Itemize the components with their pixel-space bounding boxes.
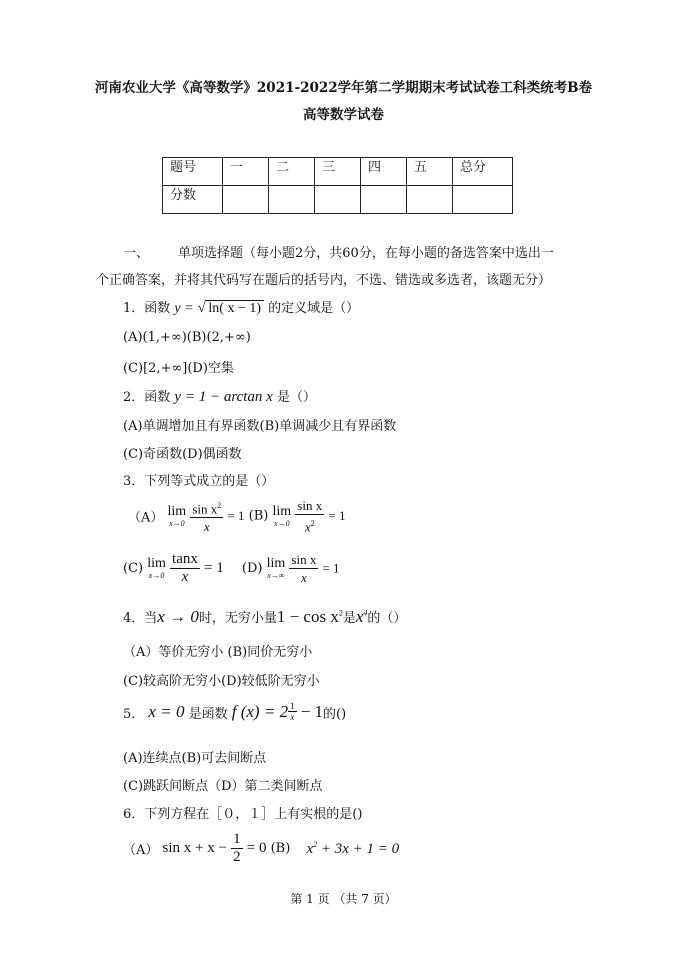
q3-d-eq: = 1	[322, 560, 340, 576]
q3-b-fraction: $\frac{\text{sin x}}{x^2}$	[297, 498, 323, 535]
q6-a-expr: sin x + x −	[162, 840, 227, 856]
q6-a-fraction: $\frac{1}{2}$	[233, 831, 241, 865]
q5-options-ab: (A)连续点(B)可去间断点	[123, 751, 267, 766]
q1-options-ab: (A)(1,+∞)(B)(2,+∞)	[123, 330, 251, 345]
q1-suffix: 的定义域是（）	[268, 301, 360, 316]
q6-label-b: (B)	[270, 841, 291, 856]
q4-x4: $x^4$	[355, 607, 368, 626]
q4-mid: 时，无穷小量	[198, 611, 277, 626]
q3-d-fraction: $\frac{\text{sin x}}{x}$	[291, 552, 317, 585]
question-5	[123, 701, 346, 722]
q5-suffix: 的()	[323, 707, 347, 722]
q2-suffix: 是（）	[276, 390, 316, 405]
q3-label-a: （A）	[128, 510, 164, 526]
q1-prefix: 1．函数	[123, 301, 171, 316]
table-row	[163, 158, 513, 186]
q3-c-lim: lim x→0	[147, 556, 166, 580]
exam-title: 河南农业大学《高等数学》2021-2022学年第二学期期末考试试卷工科类统考B卷	[94, 80, 593, 96]
q5-exponent: $\frac{1}{x}$	[290, 701, 295, 722]
q3-label-b: (B)	[248, 508, 269, 524]
q3-c-eq: = 1	[204, 560, 224, 576]
q4-prefix: 4．当	[123, 611, 158, 626]
question-3: 3．下列等式成立的是（）	[123, 474, 275, 489]
q3-label-c: (C)	[123, 561, 144, 576]
q3-a-fraction: $\frac{\sin x^2}{x}$	[190, 497, 223, 535]
page-footer: 第 1 页 （共 7 页）	[290, 892, 397, 906]
q6-b-expr: $x^2 + 3x + 1 = 0$	[306, 839, 400, 857]
table-row	[163, 186, 513, 214]
q4-expression: $1 - \cos x^2$	[276, 607, 343, 626]
score-table	[162, 157, 513, 214]
q1-options-cd: (C)[2,+∞](D)空集	[123, 361, 234, 376]
question-1: 1．函数 y = √ ln( x − 1) 的定义域是（）	[123, 301, 360, 316]
table-cell: 三	[315, 158, 361, 186]
section-number: 一、	[123, 246, 150, 261]
question-6: 6．下列方程在［０，１］上有实根的是()	[123, 807, 363, 822]
q3-a-lim: lim x→0	[167, 503, 187, 528]
q2-options-ab: (A)单调增加且有界函数(B)单调减少且有界函数	[123, 419, 397, 434]
table-cell: 一	[223, 158, 269, 186]
table-cell: 二	[269, 158, 315, 186]
q4-options-cd: (C)较高阶无穷小(D)较低阶无穷小	[123, 674, 320, 689]
table-cell: 分数	[163, 186, 223, 214]
q3-b-lim: lim x→0	[272, 503, 292, 528]
q5-options-cd: (C)跳跃间断点（D）第二类间断点	[123, 779, 323, 794]
q4-suffix: 的（）	[367, 611, 407, 626]
q3-a-eq: = 1	[227, 508, 245, 524]
q2-prefix: 2．函数	[123, 390, 171, 405]
q3-b-eq: = 1	[328, 508, 346, 524]
q3-row-cd	[123, 551, 340, 586]
q6-options	[123, 831, 399, 866]
table-cell	[315, 186, 361, 214]
q6-label-a: （A）	[123, 843, 159, 858]
table-cell	[361, 186, 407, 214]
exam-subtitle: 高等数学试卷	[303, 107, 384, 123]
q4-condition: x → 0	[157, 607, 199, 626]
question-2	[123, 386, 316, 406]
table-cell: 四	[361, 158, 407, 186]
table-cell	[407, 186, 453, 214]
q3-d-lim: lim x→∞	[266, 556, 286, 580]
q4-is: 是	[342, 611, 356, 626]
q5-tail: − 1	[300, 702, 324, 721]
table-cell	[453, 186, 513, 214]
q3-row-ab	[128, 497, 345, 535]
table-cell: 五	[407, 158, 453, 186]
q5-prefix: 5．	[123, 707, 145, 722]
q5-mid: 是函数	[188, 707, 228, 722]
table-cell: 总分	[453, 158, 513, 186]
q1-formula-lhs: y =	[174, 301, 194, 316]
section-instructions-line1: 单项选择题（每小题2分，共60分，在每小题的备选答案中选出一	[178, 246, 554, 261]
q4-options-ab: （A）等价无穷小 (B)同价无穷小	[123, 645, 313, 660]
table-cell	[223, 186, 269, 214]
q5-function: f (x) = 2	[231, 702, 289, 721]
question-4	[123, 607, 406, 627]
q2-options-cd: (C)奇函数(D)偶函数	[123, 447, 242, 462]
q3-c-fraction: $\frac{\tan x}{x}$	[172, 551, 198, 585]
q2-formula: y = 1 − arctan x	[174, 389, 273, 405]
q6-a-eq: = 0	[246, 840, 267, 856]
q5-condition: x = 0	[148, 702, 185, 721]
q1-formula-radicand: ln( x − 1)	[205, 300, 264, 317]
q3-label-d: (D)	[241, 561, 263, 576]
table-cell	[269, 186, 315, 214]
section-instructions-line2: 个正确答案，并将其代码写在题后的括号内，不选、错选或多选者，该题无分）	[96, 273, 552, 288]
table-cell: 题号	[163, 158, 223, 186]
